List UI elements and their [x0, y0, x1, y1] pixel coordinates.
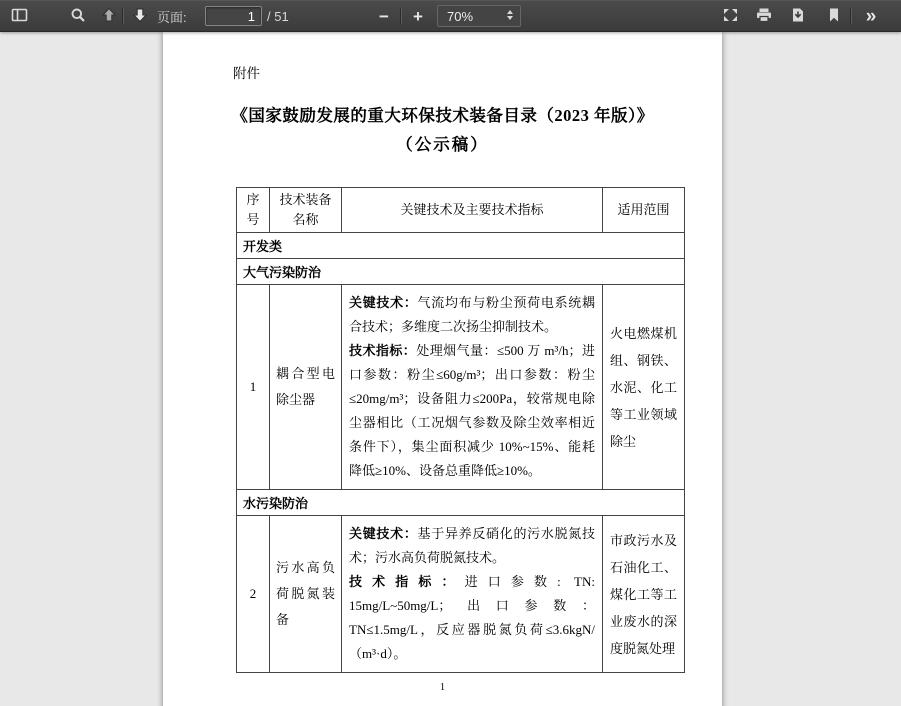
- page-number-footer: 1: [440, 682, 445, 693]
- sidebar-toggle-button[interactable]: [5, 3, 33, 29]
- zoom-select[interactable]: [437, 5, 521, 27]
- table-row: [237, 516, 685, 673]
- tech-index-label: 技术指标：: [349, 343, 417, 358]
- equipment-name: 污水高负荷脱氮装备: [270, 516, 342, 673]
- download-icon: [790, 7, 806, 26]
- table-header-row: [237, 188, 685, 233]
- bookmark-icon: [827, 7, 841, 26]
- zoom-out-button[interactable]: −: [370, 3, 398, 29]
- spinner-icon: [507, 10, 513, 20]
- page-count-label: / 51: [267, 8, 289, 24]
- presentation-mode-icon: [722, 7, 739, 26]
- presentation-mode-button[interactable]: [716, 3, 744, 29]
- scope-cell: 市政污水及石油化工、煤化工等工业废水的深度脱氮处理: [603, 516, 685, 673]
- col-header-scope: 适用范围: [603, 188, 685, 233]
- search-button[interactable]: [64, 3, 92, 29]
- more-tools-button[interactable]: »: [857, 3, 885, 29]
- attachment-label: 附件: [233, 66, 260, 81]
- key-tech-label: 关键技术：: [349, 526, 418, 541]
- col-header-tech: 关键技术及主要技术指标: [342, 188, 603, 233]
- download-button[interactable]: [784, 3, 812, 29]
- toolbar-separator: [122, 8, 123, 24]
- search-icon: [70, 7, 86, 26]
- toolbar-separator: [400, 8, 401, 24]
- key-tech-label: 关键技术：: [349, 295, 418, 310]
- print-button[interactable]: [750, 3, 778, 29]
- sidebar-toggle-icon: [11, 7, 28, 26]
- bookmark-button[interactable]: [820, 3, 848, 29]
- pdf-toolbar: [0, 0, 901, 32]
- section-row-water-pollution: 水污染防治: [237, 490, 685, 516]
- equipment-name: 耦合型电除尘器: [270, 285, 342, 490]
- col-header-no: 序号: [237, 188, 270, 233]
- table-row: [237, 285, 685, 490]
- print-icon: [755, 7, 773, 26]
- toolbar-separator: [850, 8, 851, 24]
- section-row-air-pollution: 大气污染防治: [237, 259, 685, 285]
- key-tech-text: 气流均布与粉尘预荷电系统耦合技术；多维度二次扬尘抑制技术。: [349, 295, 595, 334]
- pdf-page: [163, 32, 722, 706]
- document-title-line1: 《国家鼓励发展的重大环保技术装备目录（2023 年版）》: [231, 106, 654, 125]
- scope-cell: 火电燃煤机组、钢铁、水泥、化工等工业领域除尘: [603, 285, 685, 490]
- key-tech-text: 基于异养反硝化的污水脱氮技术；污水高负荷脱氮技术。: [349, 526, 595, 565]
- page-up-icon: [101, 7, 117, 26]
- key-tech-cell: [342, 516, 603, 673]
- tech-index-label: 技术指标：: [349, 574, 465, 589]
- zoom-in-button[interactable]: +: [404, 3, 432, 29]
- tech-index-text: 进口参数: TN: 15mg/L~50mg/L；出口参数：TN≤1.5mg/L，反应器脱氮负荷≤3.6kgN/（m³·d）。: [349, 574, 595, 661]
- zoom-value: 70%: [447, 8, 474, 24]
- key-tech-cell: [342, 285, 603, 490]
- viewer-container[interactable]: [0, 32, 901, 706]
- page-down-button[interactable]: [126, 3, 154, 29]
- tech-index-text: 处理烟气量：≤500 万 m³/h；进口参数：粉尘≤60g/m³；出口参数：粉尘≤20mg/m³；设备阻力≤200Pa，较常规电除尘器相比（工况烟气参数及除尘效率相近条件下），集尘面积减少 10%~15%、能耗降低≥10%、设备总重降低≥10%。: [349, 343, 595, 478]
- page-number-input[interactable]: [205, 6, 262, 26]
- section-row-development: 开发类: [237, 233, 685, 259]
- catalog-table: [236, 187, 685, 673]
- page-up-button[interactable]: [95, 3, 123, 29]
- row-number: 1: [237, 285, 270, 490]
- page-down-icon: [132, 7, 148, 26]
- page-label: 页面:: [157, 9, 187, 25]
- row-number: 2: [237, 516, 270, 673]
- col-header-name: 技术装备名称: [270, 188, 342, 233]
- document-title-line2: （公示稿）: [396, 135, 489, 154]
